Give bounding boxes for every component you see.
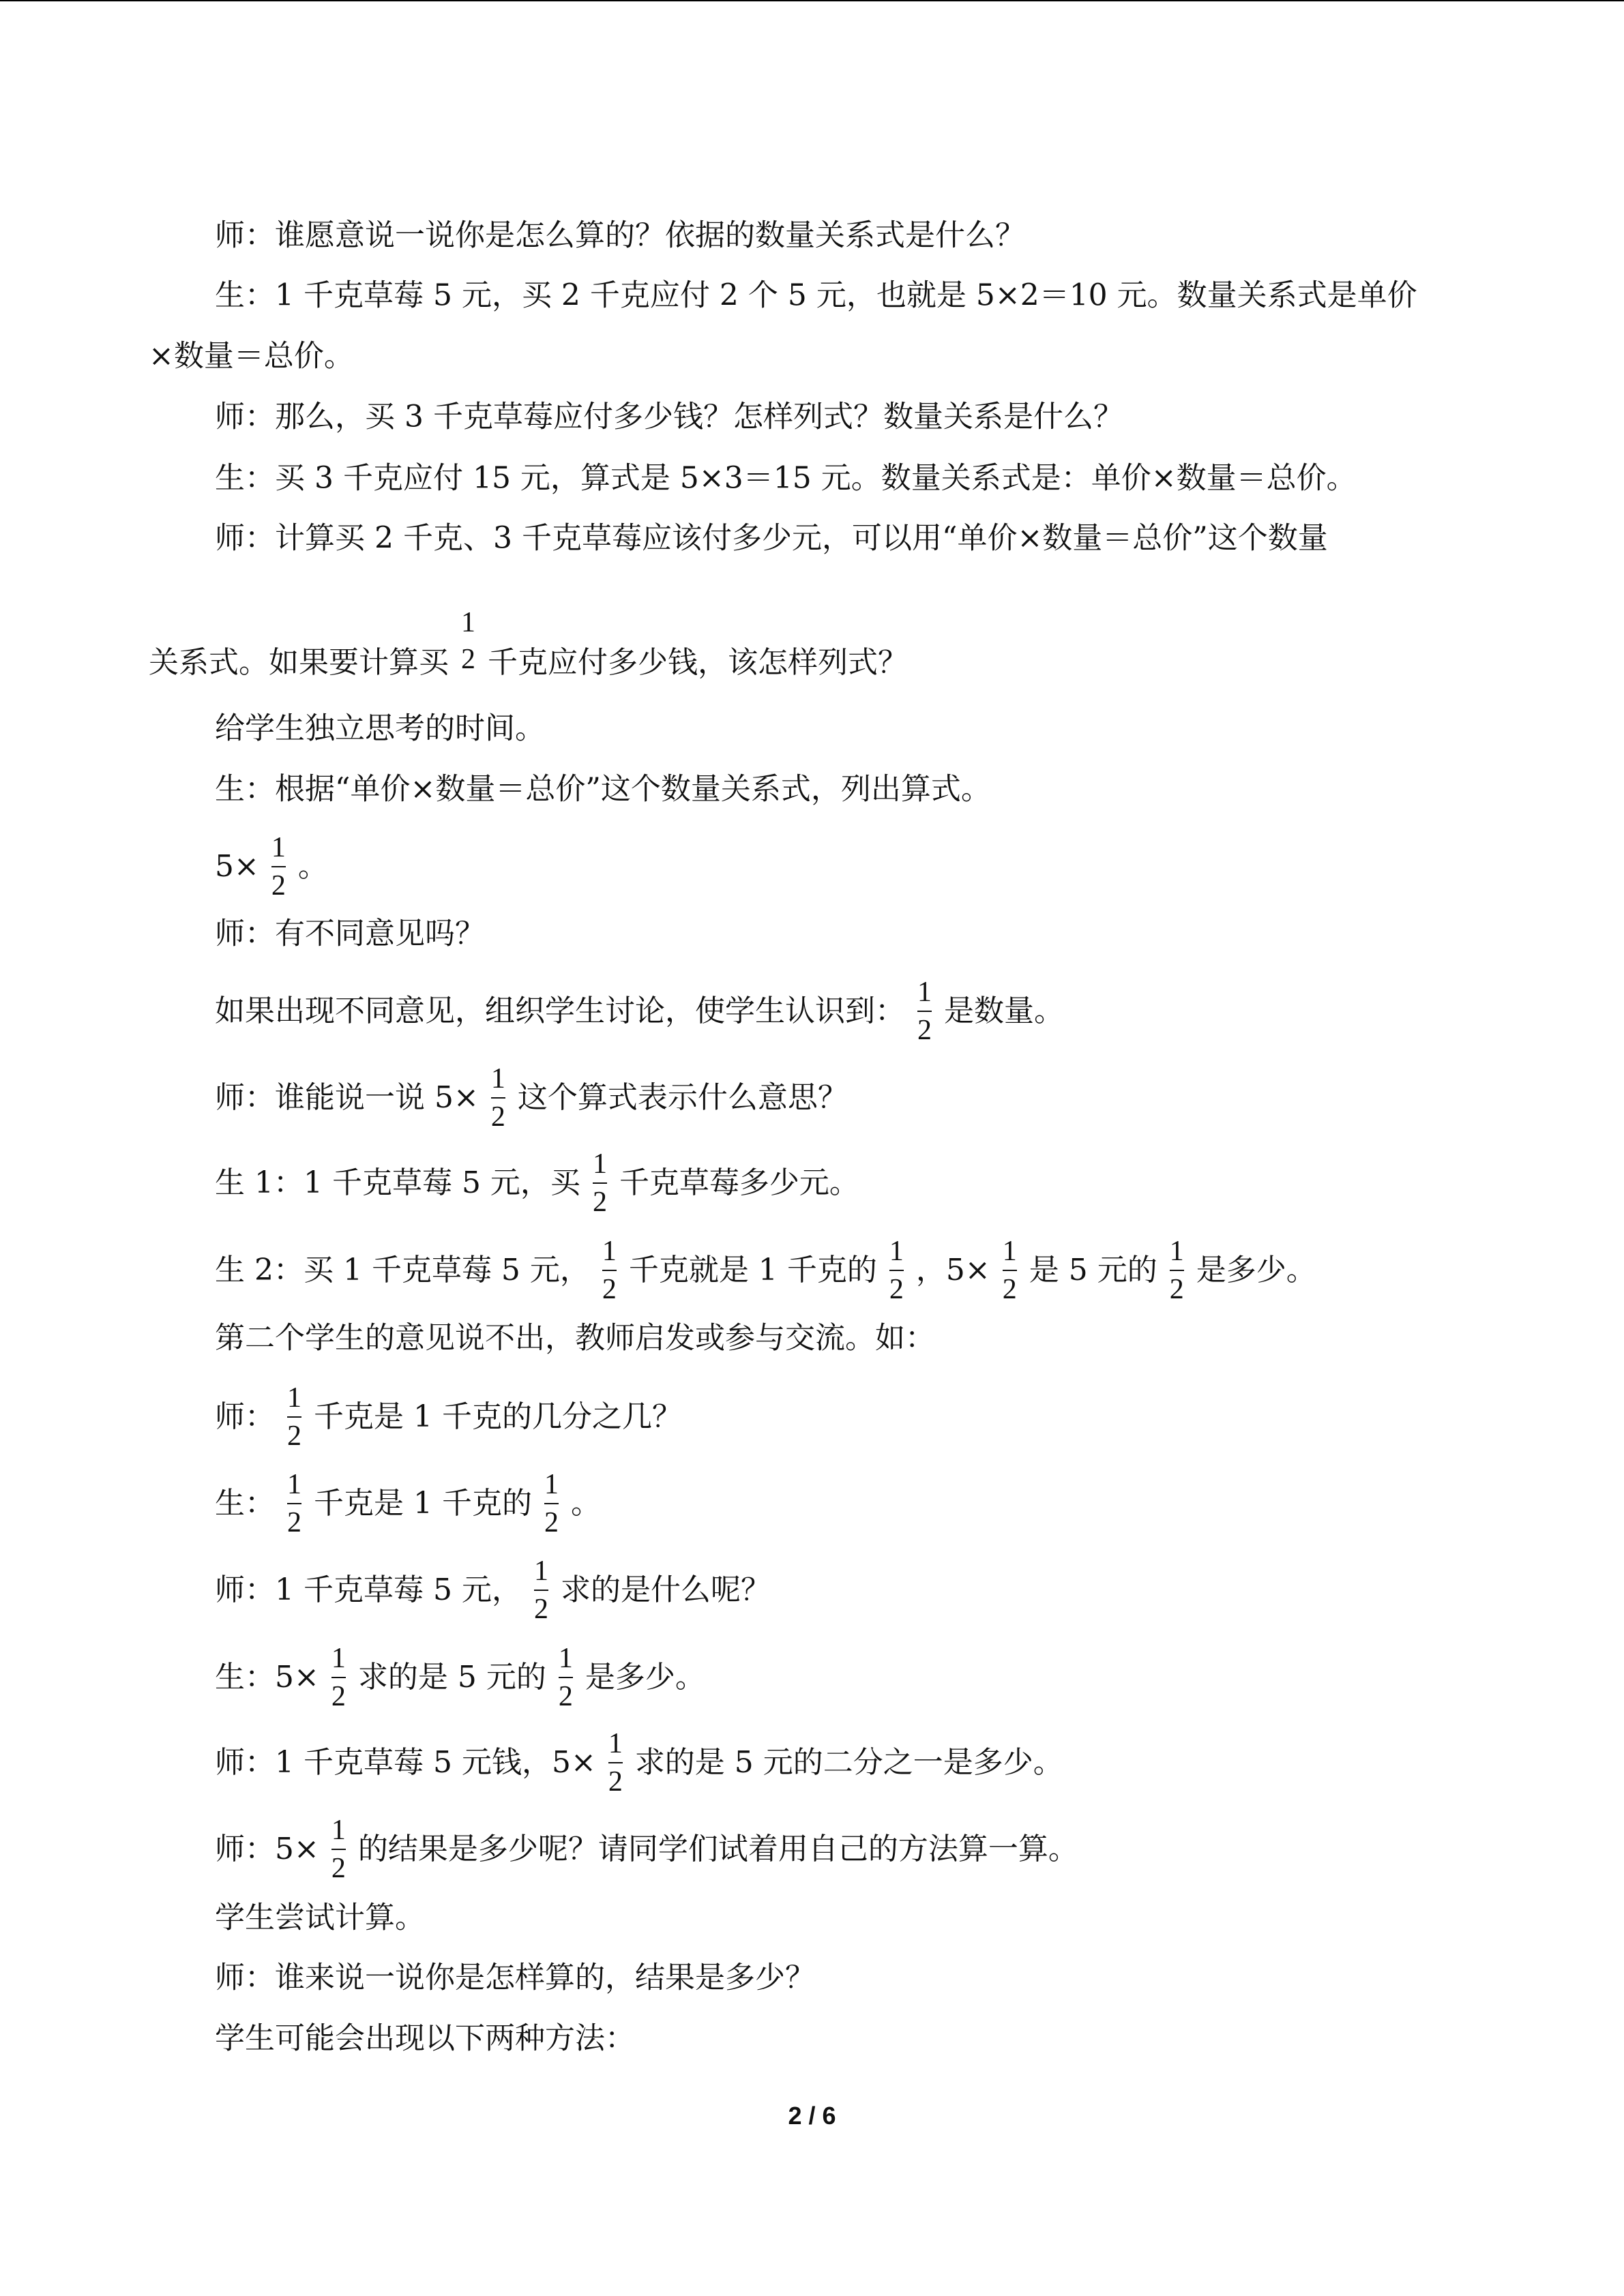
line-text: 师：那么，买 3 千克草莓应付多少钱？怎样列式？数量关系是什么？ [215, 399, 1123, 434]
line-text: 师：1 千克草莓 5 元， [215, 1572, 522, 1607]
fraction [602, 1233, 617, 1308]
line-text: 师：5× [215, 1832, 319, 1866]
line-text: 生：买 3 千克应付 15 元，算式是 5×3＝15 元。数量关系式是：单价×数量＝总价。 [215, 460, 1357, 496]
line-text: 的结果是多少呢？请同学们试着用自己的方法算一算。 [357, 1832, 1078, 1866]
fraction [1003, 1233, 1017, 1308]
fraction [331, 1640, 346, 1715]
text-line [215, 1380, 682, 1452]
line-text: 生：1 千克草莓 5 元，买 2 千克应付 2 个 5 元，也就是 5×2＝10 元。数量关系式是单价 [215, 278, 1417, 313]
line-text: 师：有不同意见吗？ [215, 916, 485, 951]
line-text: 是多少。 [1196, 1253, 1316, 1287]
fraction-denominator: 2 [544, 1503, 559, 1541]
line-text: 生：根据“单价×数量＝总价”这个数量关系式，列出算式。 [215, 771, 991, 807]
fraction-numerator: 1 [490, 1063, 505, 1094]
fraction-denominator: 2 [602, 1270, 617, 1308]
fraction-denominator: 2 [917, 1011, 932, 1049]
page-number: 2 / 6 [788, 2102, 836, 2130]
text-line [215, 912, 485, 953]
fraction-numerator: 1 [461, 607, 475, 638]
line-text: 第二个学生的意见说不出，教师启发或参与交流。如： [215, 1320, 935, 1356]
fraction-numerator: 1 [917, 976, 932, 1008]
line-text: 千克草莓多少元。 [619, 1165, 859, 1200]
fraction-numerator: 1 [608, 1728, 623, 1759]
fraction-numerator: 1 [1002, 1236, 1017, 1267]
fraction [544, 1466, 559, 1541]
top-border [0, 0, 1624, 1]
line-text: 这个算式表示什么意思？ [517, 1080, 848, 1115]
fraction-numerator: 1 [271, 832, 286, 863]
line-text: ×数量＝总价。 [149, 338, 354, 374]
line-text: 生：5× [215, 1660, 319, 1695]
line-text: 师： [215, 1399, 275, 1434]
line-text: 是 5 元的 [1029, 1253, 1157, 1287]
fraction [287, 1466, 301, 1541]
text-line [215, 1725, 1063, 1798]
text-line [149, 607, 908, 680]
fraction [1170, 1233, 1184, 1308]
line-text: 给学生独立思考的时间。 [215, 711, 545, 746]
text-line [149, 334, 354, 375]
text-line [215, 456, 1357, 497]
fraction-numerator: 1 [889, 1236, 904, 1267]
fraction-denominator: 2 [461, 644, 475, 675]
line-text: 千克应付多少钱，该怎样列式？ [488, 645, 908, 680]
fraction-denominator: 2 [271, 866, 286, 904]
line-text: 。 [570, 1486, 601, 1521]
text-line [215, 1233, 1316, 1305]
line-text: 求的是 5 元的二分之一是多少。 [634, 1745, 1063, 1780]
text-line [215, 273, 1417, 314]
text-line [215, 1812, 1078, 1884]
line-text: 求的是什么呢？ [560, 1572, 771, 1607]
fraction [461, 604, 475, 678]
text-line [215, 1553, 771, 1625]
fraction-denominator: 2 [287, 1503, 301, 1541]
text-line [215, 767, 991, 808]
fraction-denominator: 2 [331, 1677, 346, 1715]
fraction [287, 1380, 301, 1455]
fraction-numerator: 1 [592, 1148, 607, 1180]
text-line [215, 1896, 425, 1937]
line-text: 师：谁来说一说你是怎样算的，结果是多少？ [215, 1960, 815, 1995]
fraction [889, 1233, 904, 1308]
line-text: 千克是 1 千克的 [314, 1486, 532, 1521]
text-line [215, 1316, 935, 1357]
line-text: 千克就是 1 千克的 [628, 1253, 877, 1287]
fraction-numerator: 1 [602, 1236, 617, 1267]
fraction-denominator: 2 [608, 1762, 623, 1800]
text-line [215, 1640, 705, 1712]
fraction [271, 829, 286, 904]
text-line [215, 1060, 848, 1133]
fraction-numerator: 1 [287, 1469, 301, 1500]
fraction-numerator: 1 [331, 1643, 346, 1674]
fraction [559, 1640, 573, 1715]
fraction-numerator: 1 [533, 1555, 548, 1587]
line-text: 师：谁能说一说 5× [215, 1080, 479, 1115]
fraction [608, 1725, 623, 1800]
fraction [534, 1553, 548, 1628]
text-line [215, 213, 1025, 254]
fraction-numerator: 1 [287, 1382, 301, 1414]
fraction-denominator: 2 [534, 1590, 548, 1628]
line-text: 关系式。如果要计算买 [149, 645, 449, 680]
line-text: 师：计算买 2 千克、3 千克草莓应该付多少元，可以用“单价×数量＝总价”这个数量 [215, 520, 1328, 556]
line-text: 师：谁愿意说一说你是怎么算的？依据的数量关系式是什么？ [215, 218, 1025, 253]
line-text: 学生可能会出现以下两种方法： [215, 2021, 635, 2056]
line-text: 生 2：买 1 千克草莓 5 元， [215, 1253, 590, 1287]
line-text: 是数量。 [944, 994, 1064, 1028]
text-line [215, 1146, 859, 1218]
text-line [215, 395, 1123, 436]
text-line [215, 1466, 601, 1538]
line-text: 。 [297, 849, 328, 884]
fraction-denominator: 2 [889, 1270, 904, 1308]
line-text: 5× [215, 849, 259, 884]
line-text: 生： [215, 1486, 275, 1521]
fraction-denominator: 2 [593, 1182, 607, 1221]
line-text: 生 1：1 千克草莓 5 元，买 [215, 1165, 580, 1200]
text-line [215, 706, 545, 747]
fraction [593, 1146, 607, 1221]
fraction-denominator: 2 [1003, 1270, 1017, 1308]
line-text: 千克是 1 千克的几分之几？ [314, 1399, 682, 1434]
fraction-denominator: 2 [491, 1097, 505, 1135]
text-line [215, 2016, 635, 2057]
line-text: 求的是 5 元的 [357, 1660, 546, 1695]
fraction-numerator: 1 [558, 1643, 573, 1674]
text-line [215, 1956, 815, 1997]
fraction-denominator: 2 [287, 1416, 301, 1455]
fraction-denominator: 2 [559, 1677, 573, 1715]
line-text: ，5× [915, 1253, 990, 1287]
line-text: 是多少。 [585, 1660, 705, 1695]
fraction [491, 1060, 505, 1135]
text-line [215, 974, 1064, 1046]
line-text: 学生尝试计算。 [215, 1900, 425, 1935]
fraction-denominator: 2 [331, 1849, 346, 1887]
line-text: 如果出现不同意见，组织学生讨论，使学生认识到： [215, 994, 905, 1028]
fraction-denominator: 2 [1170, 1270, 1184, 1308]
fraction [917, 974, 932, 1049]
text-line [215, 516, 1328, 557]
text-line [215, 829, 328, 901]
fraction [331, 1812, 346, 1887]
fraction-numerator: 1 [1169, 1236, 1184, 1267]
fraction-numerator: 1 [544, 1469, 559, 1500]
line-text: 师：1 千克草莓 5 元钱，5× [215, 1745, 596, 1780]
fraction-numerator: 1 [331, 1815, 346, 1846]
